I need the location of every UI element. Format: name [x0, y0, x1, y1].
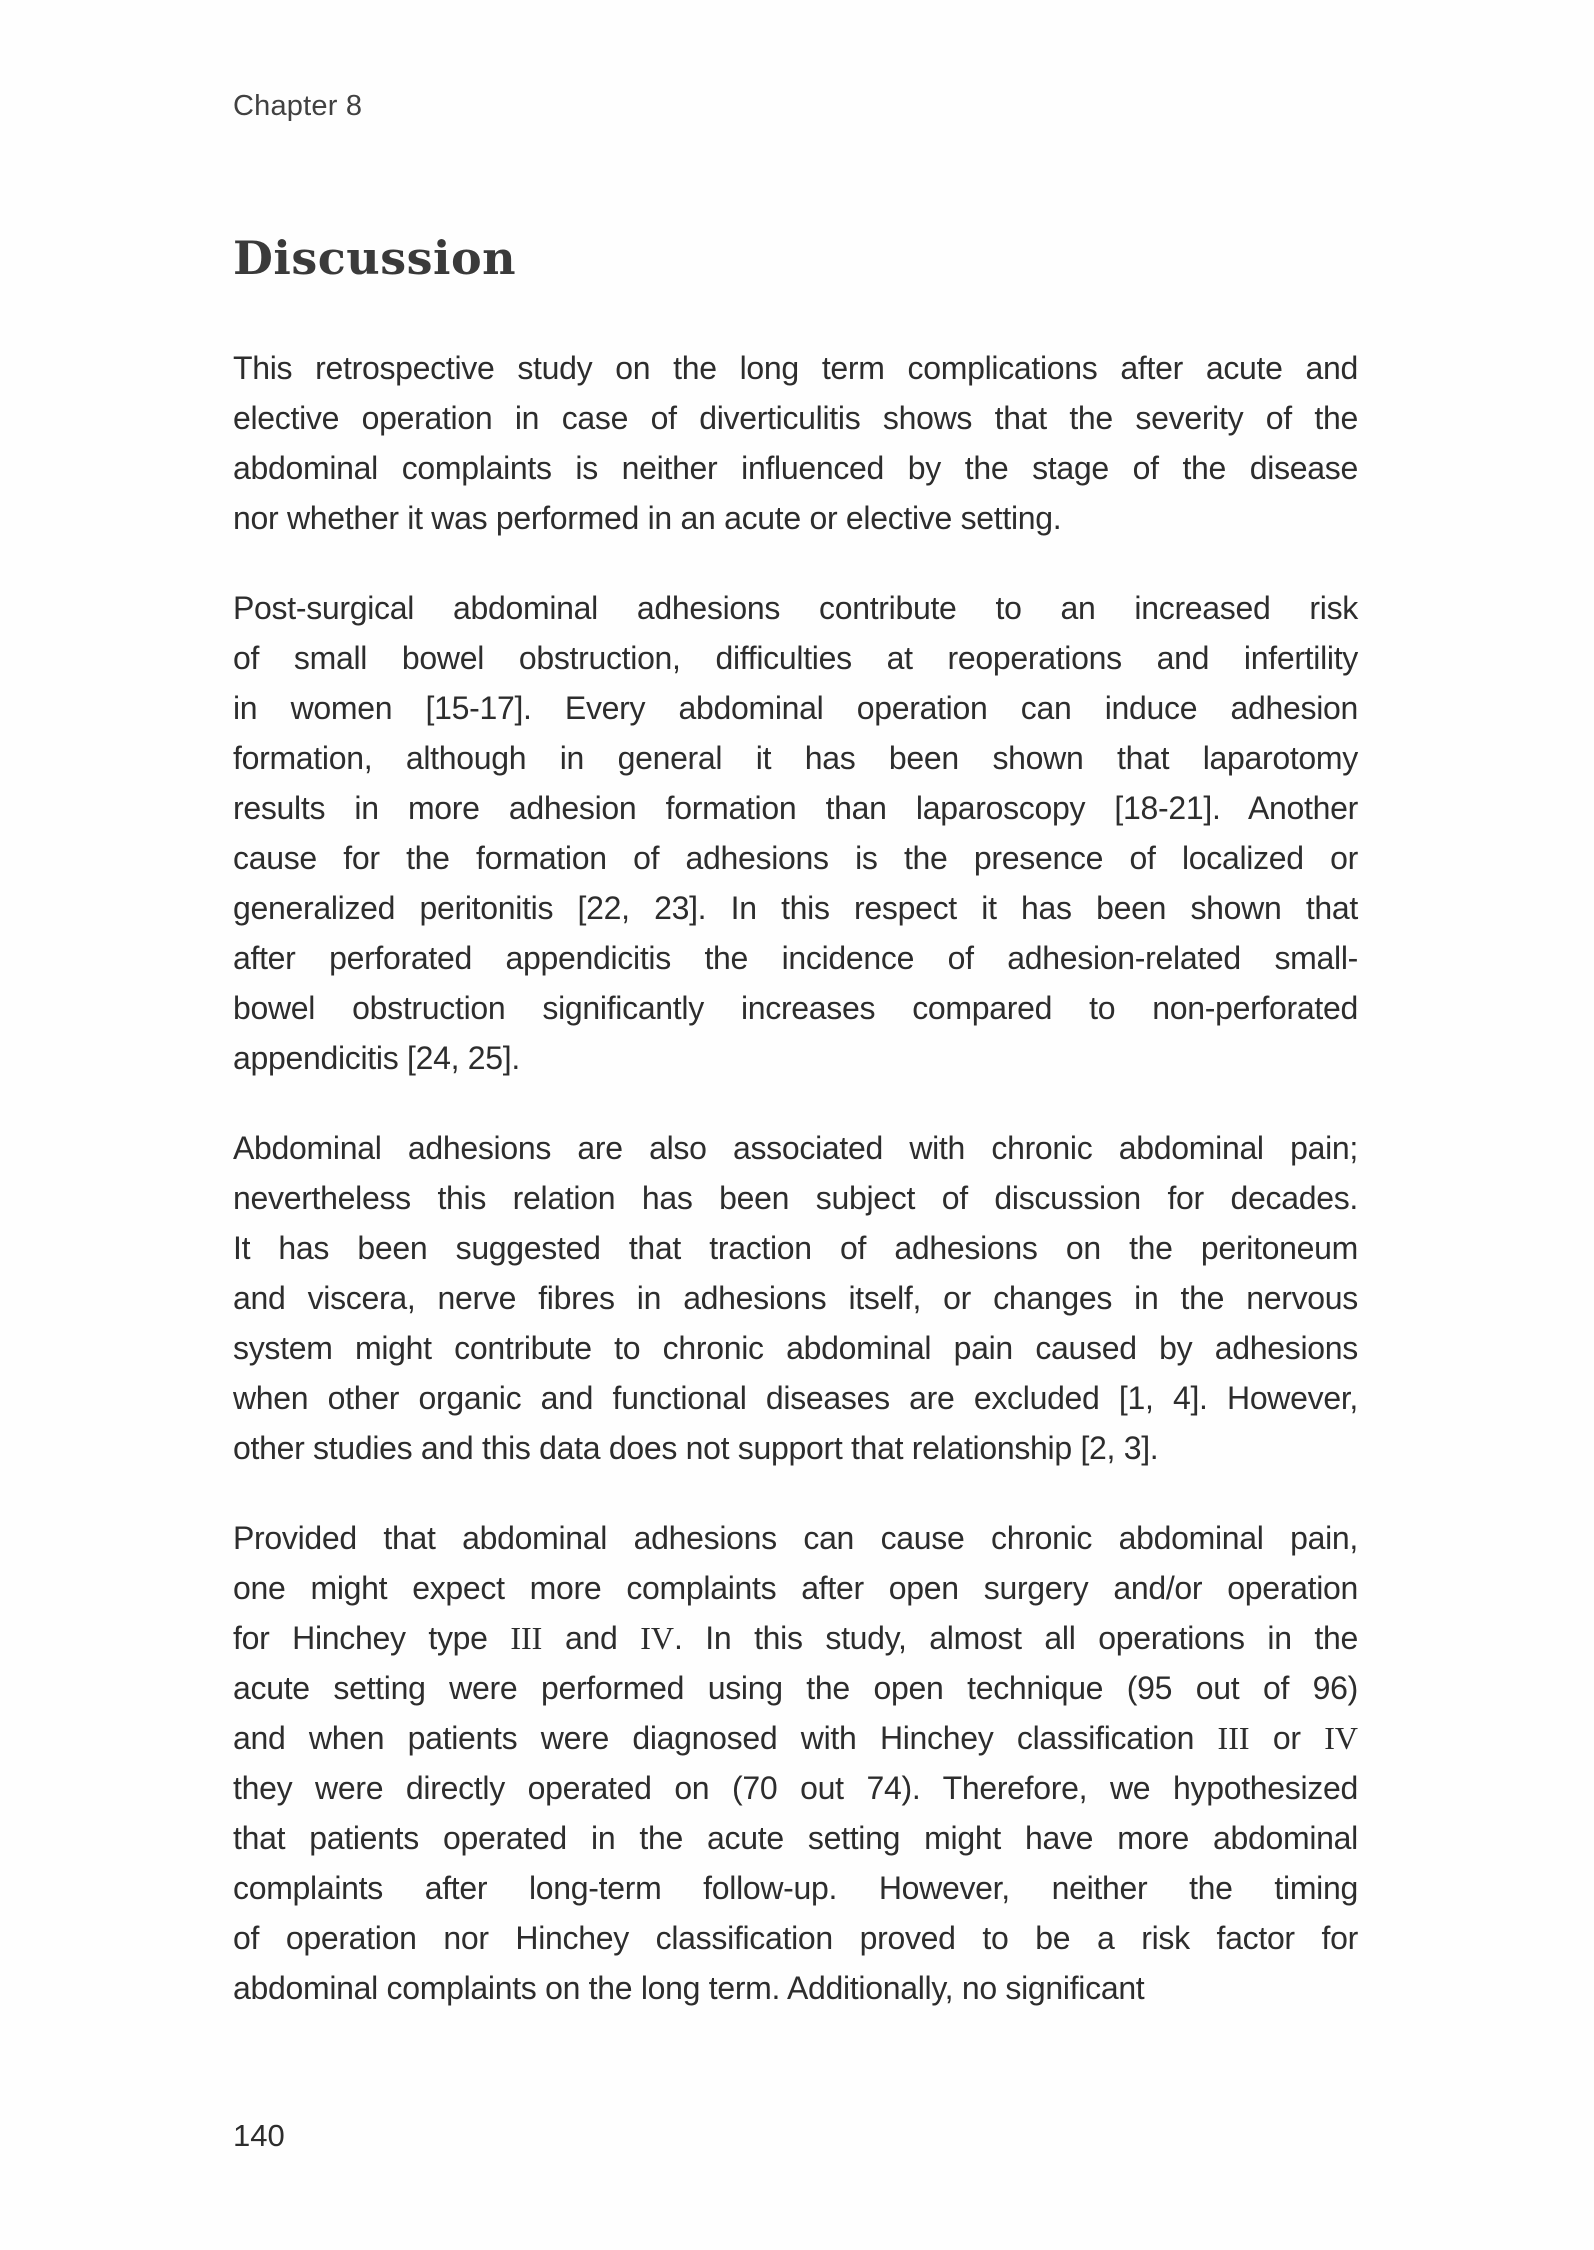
text-line: Post-surgical abdominal adhesions contribute to an increased risk — [233, 590, 1358, 626]
roman-numeral: IV — [640, 1620, 674, 1656]
text-line: other studies and this data does not support that relationship [2, 3]. — [233, 1430, 1159, 1466]
page-number: 140 — [233, 2118, 285, 2153]
paragraph-4 — [233, 1513, 1358, 2013]
text-line: of small bowel obstruction, difficulties at reoperations and infertility — [233, 640, 1358, 676]
text-line: It has been suggested that traction of adhesions on the peritoneum — [233, 1230, 1358, 1266]
roman-numeral: III — [510, 1620, 543, 1656]
paragraph-3 — [233, 1123, 1358, 1473]
section-heading: Discussion — [233, 231, 517, 285]
text-line: elective operation in case of diverticulitis shows that the severity of the — [233, 400, 1358, 436]
text-line: for Hinchey type III and IV. In this study, almost all operations in the — [233, 1620, 1358, 1656]
roman-numeral: III — [1217, 1720, 1250, 1756]
paragraph-2 — [233, 583, 1358, 1083]
text-line: Provided that abdominal adhesions can cause chronic abdominal pain, — [233, 1520, 1358, 1556]
text-line: and when patients were diagnosed with Hinchey classification III or IV — [233, 1720, 1358, 1756]
chapter-label: Chapter 8 — [233, 90, 363, 122]
text-line: cause for the formation of adhesions is the presence of localized or — [233, 840, 1358, 876]
text-line: acute setting were performed using the open technique (95 out of 96) — [233, 1670, 1358, 1706]
text-line: of operation nor Hinchey classification proved to be a risk factor for — [233, 1920, 1358, 1956]
body-text — [233, 343, 1358, 2013]
text-line: bowel obstruction significantly increases compared to non-perforated — [233, 990, 1358, 1026]
page-content-column — [233, 0, 1358, 2013]
text-line: generalized peritonitis [22, 23]. In this respect it has been shown that — [233, 890, 1358, 926]
text-line: and viscera, nerve fibres in adhesions itself, or changes in the nervous — [233, 1280, 1358, 1316]
text-line: nor whether it was performed in an acute or elective setting. — [233, 500, 1062, 536]
text-line: formation, although in general it has been shown that laparotomy — [233, 740, 1358, 776]
text-line: that patients operated in the acute setting might have more abdominal — [233, 1820, 1358, 1856]
roman-numeral: IV — [1324, 1720, 1358, 1756]
text-line: when other organic and functional diseases are excluded [1, 4]. However, — [233, 1380, 1358, 1416]
text-line: system might contribute to chronic abdominal pain caused by adhesions — [233, 1330, 1358, 1366]
text-line: Abdominal adhesions are also associated with chronic abdominal pain; — [233, 1130, 1358, 1166]
text-line: one might expect more complaints after open surgery and/or operation — [233, 1570, 1358, 1606]
text-line: they were directly operated on (70 out 74). Therefore, we hypothesized — [233, 1770, 1358, 1806]
text-line: abdominal complaints is neither influenced by the stage of the disease — [233, 450, 1358, 486]
text-line: in women [15-17]. Every abdominal operation can induce adhesion — [233, 690, 1358, 726]
text-line: results in more adhesion formation than laparoscopy [18-21]. Another — [233, 790, 1358, 826]
text-line: abdominal complaints on the long term. Additionally, no significant — [233, 1970, 1145, 2006]
text-line: complaints after long-term follow-up. However, neither the timing — [233, 1870, 1358, 1906]
text-line: after perforated appendicitis the incidence of adhesion-related small- — [233, 940, 1358, 976]
text-line: appendicitis [24, 25]. — [233, 1040, 520, 1076]
text-line: This retrospective study on the long term complications after acute and — [233, 350, 1358, 386]
text-line: nevertheless this relation has been subject of discussion for decades. — [233, 1180, 1358, 1216]
paragraph-1 — [233, 343, 1358, 543]
